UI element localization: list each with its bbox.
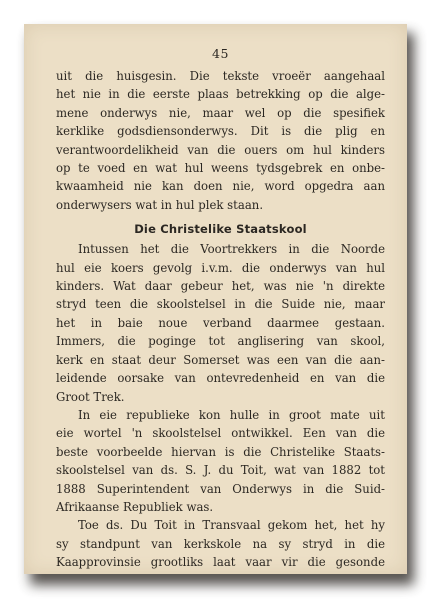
text-line: Kaapprovinsie grootliks laat vaar vir die gesonde: [56, 555, 385, 570]
text-line: beste voorbeelde hiervan is die Christelike Staats-: [56, 444, 385, 459]
text-line: 1888 Superintendent van Onderwys in die Suid-: [56, 481, 385, 496]
text-block-after-heading: [56, 240, 385, 571]
text-block-before-heading: [56, 67, 385, 214]
paragraph: [56, 516, 385, 571]
text-line: verantwoordelikheid van die ouers om hul kinders: [56, 142, 385, 157]
text-line: eie wortel 'n skoolstelsel ontwikkel. Een van die: [56, 426, 385, 441]
text-line: onderwysers wat in hul plek staan.: [56, 197, 264, 212]
text-line: het in baie noue verband daarmee gestaan.: [56, 315, 385, 330]
text-line: het nie in die eerste plaas betrekking op die alge-: [56, 87, 385, 102]
paragraph: [56, 240, 385, 406]
text-line: kerklike godsdiensonderwys. Dit is die plig en: [56, 124, 385, 139]
text-line: stryd teen die skoolstelsel in die Suide nie, maar: [56, 297, 385, 312]
paragraph: [56, 67, 385, 214]
book-page: [24, 24, 407, 574]
text-line: In eie republieke kon hulle in groot mate uit: [78, 407, 385, 422]
text-line: op te voed en wat hul weens tydsgebrek en onbe-: [56, 161, 385, 176]
text-line: Toe ds. Du Toit in Transvaal gekom het, het hy: [78, 518, 385, 533]
text-line: Intussen het die Voortrekkers in die Noorde: [78, 242, 385, 257]
text-line: uit die huisgesin. Die tekste vroeër aangehaal: [56, 69, 385, 83]
paragraph: [56, 406, 385, 516]
text-line: mene onderwys nie, maar wel op die spesifiek: [56, 105, 385, 120]
section-heading: Die Christelike Staatskool: [134, 222, 307, 237]
text-line: Groot Trek.: [56, 389, 125, 404]
text-line: kerk en staat deur Somerset was een van die aan-: [56, 352, 385, 367]
page-number: 45: [212, 46, 229, 61]
text-line: skoolstelsel van ds. S. J. du Toit, wat van 1882 tot: [56, 463, 385, 478]
text-line: leidende oorsake van ontevredenheid en van die: [56, 371, 385, 386]
text-line: sy standpunt van kerkskole na sy stryd in die: [56, 536, 385, 551]
text-line: kinders. Wat daar gebeur het, was nie 'n direkte: [56, 279, 385, 294]
text-line: Afrikaanse Republiek was.: [56, 499, 214, 514]
text-line: Immers, die poginge tot anglisering van skool,: [56, 334, 385, 349]
text-line: hul eie koers gevolg i.v.m. die onderwys van hul: [56, 260, 385, 275]
text-line: kwaamheid nie kan doen nie, word opgedra aan: [56, 179, 385, 194]
